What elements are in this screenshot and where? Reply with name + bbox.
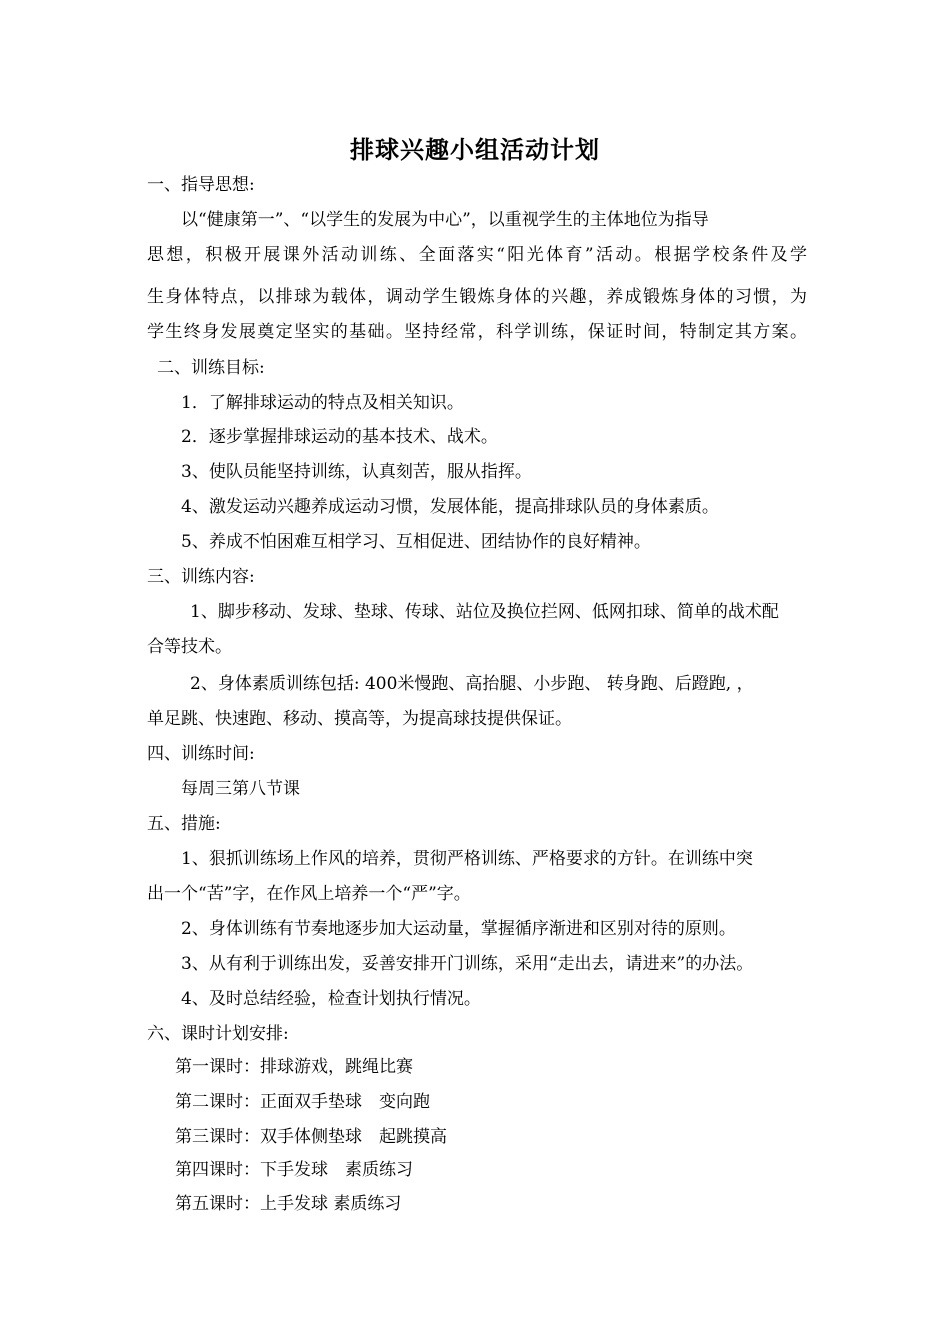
paragraph-line: 以“健康第一”、“以学生的发展为中心”，以重视学生的主体地位为指导: [181, 210, 709, 230]
training-time-text: 每周三第八节课: [181, 779, 300, 799]
list-item: 3、使队员能坚持训练，认真刻苦，服从指挥。: [181, 462, 532, 482]
document-title: 排球兴趣小组活动计划: [350, 135, 600, 164]
section-heading-lesson-plan: 六、课时计划安排:: [147, 1024, 289, 1044]
list-item: 3、从有利于训练出发，妥善安排开门训练，采用“走出去，请进来”的办法。: [181, 954, 754, 974]
paragraph-line: 合等技术。: [147, 637, 232, 657]
paragraph-line: [147, 319, 807, 345]
lesson-item: 第四课时：下手发球 素质练习: [175, 1160, 413, 1180]
paragraph-line-text: 生身体特点，以排球为载体，调动学生锻炼身体的兴趣，养成锻炼身体的习惯，为: [147, 287, 807, 307]
paragraph-line: 1、脚步移动、发球、垫球、传球、站位及换位拦网、低网扣球、简单的战术配: [190, 602, 779, 622]
list-item: 5、养成不怕困难互相学习、互相促进、团结协作的良好精神。: [181, 532, 651, 552]
section-heading-training-goals: 二、训练目标:: [157, 358, 265, 378]
list-item: 1．了解排球运动的特点及相关知识。: [181, 393, 464, 413]
paragraph-line: 1、狠抓训练场上作风的培养，贯彻严格训练、严格要求的方针。在训练中突: [181, 849, 753, 869]
paragraph-line: 出一个“苦”字，在作风上培养一个“严”字。: [147, 884, 471, 904]
lesson-item: 第三课时：双手体侧垫球 起跳摸高: [175, 1127, 447, 1147]
list-item: 2．逐步掌握排球运动的基本技术、战术。: [181, 427, 498, 447]
lesson-item: 第二课时：正面双手垫球 变向跑: [175, 1092, 430, 1112]
section-heading-training-time: 四、训练时间:: [147, 744, 255, 764]
paragraph-line: [147, 284, 807, 310]
section-heading-training-content: 三、训练内容:: [147, 567, 255, 587]
list-item: 4、激发运动兴趣养成运动习惯，发展体能，提高排球队员的身体素质。: [181, 497, 719, 517]
section-heading-guiding-thought: 一、指导思想:: [147, 175, 255, 195]
list-item: 2、身体训练有节奏地逐步加大运动量，掌握循序渐进和区别对待的原则。: [181, 919, 736, 939]
section-heading-measures: 五、措施:: [147, 814, 221, 834]
paragraph-line: [147, 242, 807, 268]
paragraph-line: 单足跳、快速跑、移动、摸高等，为提高球技提供保证。: [147, 709, 572, 729]
list-item: 4、及时总结经验，检查计划执行情况。: [181, 989, 481, 1009]
paragraph-line-text: 学生终身发展奠定坚实的基础。坚持经常，科学训练，保证时间，特制定其方案。: [147, 322, 807, 342]
paragraph-line-text: 思想，积极开展课外活动训练、全面落实“阳光体育”活动。根据学校条件及学: [147, 245, 807, 265]
lesson-item: 第一课时：排球游戏，跳绳比赛: [175, 1057, 413, 1077]
lesson-item: 第五课时：上手发球 素质练习: [175, 1194, 402, 1214]
paragraph-line: 2、身体素质训练包括: 400米慢跑、高抬腿、小步跑、 转身跑、后蹬跑, ，: [190, 674, 754, 694]
